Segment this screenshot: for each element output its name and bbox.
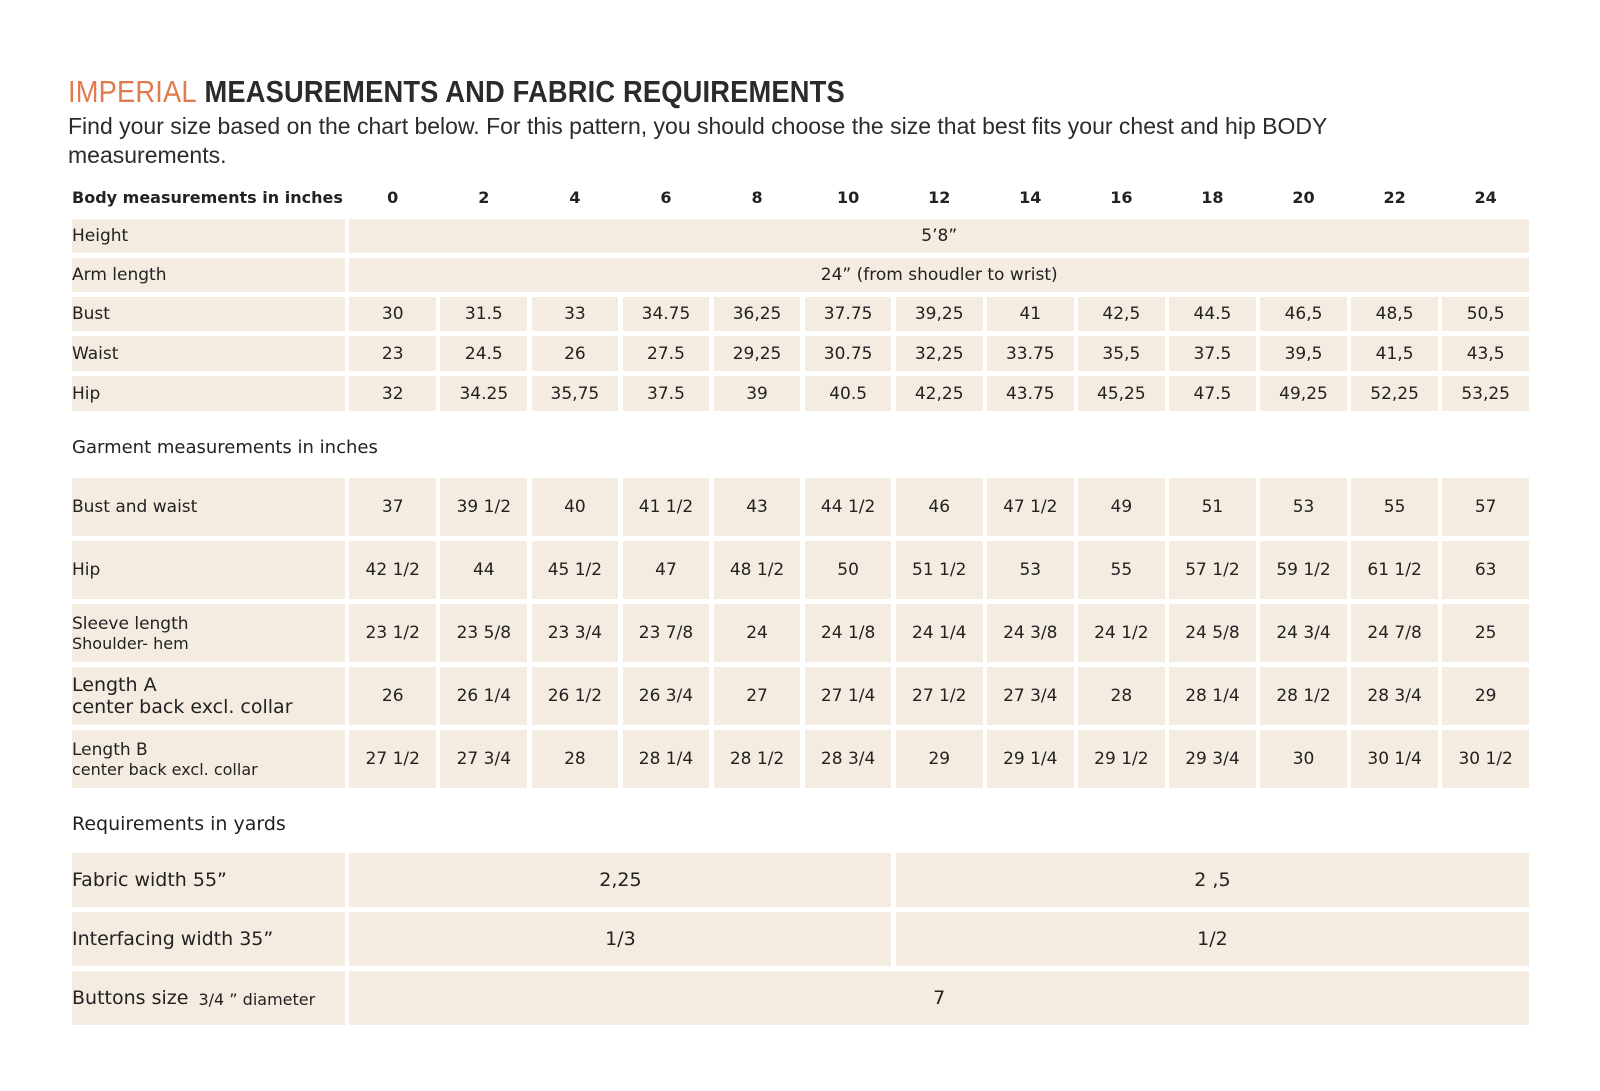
garment-measurement-cell: 28 1/4	[623, 730, 710, 788]
body-row-label	[72, 297, 345, 331]
body-measurement-cell: 44.5	[1169, 297, 1256, 331]
body-measurement-cell: 45,25	[1078, 376, 1165, 411]
garment-measurement-cell: 23 7/8	[623, 604, 710, 662]
body-measurement-cell: 42,25	[896, 376, 983, 411]
garment-measurement-cell: 26 1/4	[440, 667, 527, 725]
garment-measurement-cell: 24 1/2	[1078, 604, 1165, 662]
garment-measurement-cell: 28 3/4	[805, 730, 892, 788]
garment-measurement-cell: 45 1/2	[532, 541, 619, 599]
garment-measurement-cell: 27 3/4	[440, 730, 527, 788]
size-header: 10	[836, 187, 860, 207]
garment-row-label-main: Bust and waist	[72, 497, 198, 517]
garment-measurement-cell: 55	[1351, 478, 1438, 536]
body-measurement-cell: 30.75	[805, 336, 892, 371]
body-row-label	[72, 336, 345, 371]
body-measurement-cell: 40.5	[805, 376, 892, 411]
arm-length-label-text: Arm length	[72, 265, 167, 285]
body-measurement-cell: 47.5	[1169, 376, 1256, 411]
body-measurement-cell: 35,75	[532, 376, 619, 411]
page-title	[68, 74, 1353, 110]
interfacing-width-label: Interfacing width 35”	[72, 912, 345, 966]
body-measurement-cell: 34.25	[440, 376, 527, 411]
garment-measurement-cell: 27 1/4	[805, 667, 892, 725]
garment-measurement-cell: 23 1/2	[349, 604, 436, 662]
body-measurement-cell: 24.5	[440, 336, 527, 371]
garment-measurement-cell: 29 1/2	[1078, 730, 1165, 788]
body-measurement-cell: 48,5	[1351, 297, 1438, 331]
body-measurement-cell: 32	[349, 376, 436, 411]
body-measurement-cell: 39,25	[896, 297, 983, 331]
arm-length-label	[72, 258, 345, 292]
garment-measurement-cell: 53	[1260, 478, 1347, 536]
buttons-size-label: Buttons size 3/4 ” diameter	[72, 971, 345, 1025]
garment-row-label-main: Hip	[72, 560, 101, 580]
height-label	[72, 219, 345, 253]
garment-measurement-cell: 29	[1442, 667, 1529, 725]
garment-measurement-cell: 25	[1442, 604, 1529, 662]
garment-measurement-cell: 30 1/2	[1442, 730, 1529, 788]
interfacing-value-small-sizes: 1/3	[349, 912, 891, 966]
garment-measurement-cell: 42 1/2	[349, 541, 436, 599]
garment-measurement-cell: 44 1/2	[805, 478, 892, 536]
garment-measurement-cell: 53	[987, 541, 1074, 599]
garment-measurement-cell: 29 3/4	[1169, 730, 1256, 788]
body-measurement-cell: 43.75	[987, 376, 1074, 411]
size-header: 8	[751, 187, 763, 207]
fabric-value-large-sizes: 2 ,5	[896, 853, 1529, 907]
body-measurements-table	[72, 180, 1538, 411]
garment-measurement-cell: 46	[896, 478, 983, 536]
garment-measurement-cell: 24 3/4	[1260, 604, 1347, 662]
body-row-label	[72, 376, 345, 411]
size-header: 18	[1201, 187, 1224, 207]
body-measurement-cell: 27.5	[623, 336, 710, 371]
garment-measurement-cell: 50	[805, 541, 892, 599]
size-header: 14	[1019, 187, 1042, 207]
garment-row-label	[72, 541, 345, 599]
title-rest: MEASUREMENTS AND FABRIC REQUIREMENTS	[204, 74, 845, 109]
size-header: 24	[1474, 187, 1497, 207]
body-measurement-cell: 49,25	[1260, 376, 1347, 411]
body-measurement-cell: 41	[987, 297, 1074, 331]
garment-row-label-main: Length A	[72, 674, 157, 696]
size-header: 0	[387, 187, 399, 207]
garment-row-label	[72, 730, 345, 788]
garment-measurements-table	[72, 478, 1538, 788]
page-header	[68, 74, 1528, 170]
garment-measurement-cell: 26 3/4	[623, 667, 710, 725]
garment-measurement-cell: 47	[623, 541, 710, 599]
garment-measurement-cell: 28 3/4	[1351, 667, 1438, 725]
garment-measurement-cell: 37	[349, 478, 436, 536]
garment-measurement-cell: 28	[1078, 667, 1165, 725]
garment-measurement-cell: 29	[896, 730, 983, 788]
body-measurement-cell: 36,25	[714, 297, 801, 331]
body-measurement-cell: 33.75	[987, 336, 1074, 371]
body-measurement-cell: 50,5	[1442, 297, 1529, 331]
garment-measurement-cell: 44	[440, 541, 527, 599]
garment-measurement-cell: 30 1/4	[1351, 730, 1438, 788]
garment-row-label	[72, 604, 345, 662]
garment-measurement-cell: 57 1/2	[1169, 541, 1256, 599]
body-measurement-cell: 37.5	[623, 376, 710, 411]
garment-row-label-main: Length B	[72, 739, 148, 760]
garment-measurement-cell: 24 7/8	[1351, 604, 1438, 662]
requirements-section-label: Requirements in yards	[72, 813, 286, 835]
body-measurement-cell: 39	[714, 376, 801, 411]
fabric-value-small-sizes: 2,25	[349, 853, 891, 907]
body-measurement-cell: 53,25	[1442, 376, 1529, 411]
garment-measurement-cell: 23 3/4	[532, 604, 619, 662]
garment-measurement-cell: 24 5/8	[1169, 604, 1256, 662]
garment-measurement-cell: 26	[349, 667, 436, 725]
garment-measurement-cell: 29 1/4	[987, 730, 1074, 788]
garment-measurement-cell: 43	[714, 478, 801, 536]
body-row-label-text: Hip	[72, 383, 101, 404]
garment-measurement-cell: 27 1/2	[896, 667, 983, 725]
garment-measurement-cell: 24 3/8	[987, 604, 1074, 662]
body-measurement-cell: 41,5	[1351, 336, 1438, 371]
requirements-table	[72, 853, 1538, 1025]
size-header: 6	[660, 187, 672, 207]
garment-row-label	[72, 478, 345, 536]
garment-measurement-cell: 24	[714, 604, 801, 662]
height-label-text: Height	[72, 226, 129, 246]
garment-measurement-cell: 23 5/8	[440, 604, 527, 662]
size-header: 20	[1292, 187, 1315, 207]
fabric-width-label: Fabric width 55”	[72, 853, 345, 907]
body-measurement-cell: 32,25	[896, 336, 983, 371]
interfacing-value-large-sizes: 1/2	[896, 912, 1529, 966]
garment-row-label-sub: Shoulder- hem	[72, 633, 189, 653]
size-header: 22	[1383, 187, 1406, 207]
body-measurement-cell: 29,25	[714, 336, 801, 371]
body-measurement-cell: 43,5	[1442, 336, 1529, 371]
garment-measurement-cell: 28 1/2	[1260, 667, 1347, 725]
body-measurement-cell: 30	[349, 297, 436, 331]
garment-measurement-cell: 27 3/4	[987, 667, 1074, 725]
garment-measurement-cell: 30	[1260, 730, 1347, 788]
buttons-value: 7	[349, 971, 1529, 1025]
garment-measurement-cell: 49	[1078, 478, 1165, 536]
garment-measurement-cell: 24 1/4	[896, 604, 983, 662]
garment-measurement-cell: 59 1/2	[1260, 541, 1347, 599]
body-measurement-cell: 23	[349, 336, 436, 371]
garment-section-label: Garment measurements in inches	[72, 437, 378, 458]
garment-measurement-cell: 55	[1078, 541, 1165, 599]
garment-measurement-cell: 27	[714, 667, 801, 725]
garment-measurement-cell: 51	[1169, 478, 1256, 536]
size-header: 2	[478, 187, 490, 207]
garment-measurement-cell: 47 1/2	[987, 478, 1074, 536]
intro-text: Find your size based on the chart below. For this pattern, you should choose the size that best fits your chest and hip BODY measurements.	[68, 113, 1327, 168]
garment-measurement-cell: 40	[532, 478, 619, 536]
garment-measurement-cell: 57	[1442, 478, 1529, 536]
body-measurement-cell: 46,5	[1260, 297, 1347, 331]
garment-measurement-cell: 39 1/2	[440, 478, 527, 536]
garment-measurement-cell: 26 1/2	[532, 667, 619, 725]
garment-measurement-cell: 63	[1442, 541, 1529, 599]
body-measurement-cell: 31.5	[440, 297, 527, 331]
garment-measurement-cell: 41 1/2	[623, 478, 710, 536]
garment-measurement-cell: 27 1/2	[349, 730, 436, 788]
height-value: 5’8”	[349, 219, 1529, 253]
body-row-label-text: Bust	[72, 304, 110, 324]
body-measurement-cell: 34.75	[623, 297, 710, 331]
garment-row-label	[72, 667, 345, 725]
garment-measurement-cell: 61 1/2	[1351, 541, 1438, 599]
garment-measurement-cell: 48 1/2	[714, 541, 801, 599]
garment-measurement-cell: 24 1/8	[805, 604, 892, 662]
body-measurement-cell: 35,5	[1078, 336, 1165, 371]
arm-length-value: 24” (from shoudler to wrist)	[349, 258, 1529, 292]
title-accent: IMPERIAL	[68, 74, 197, 109]
garment-measurement-cell: 28	[532, 730, 619, 788]
body-measurement-cell: 42,5	[1078, 297, 1165, 331]
body-measurement-cell: 26	[532, 336, 619, 371]
body-measurement-cell: 52,25	[1351, 376, 1438, 411]
size-header: 4	[569, 187, 581, 207]
body-measurement-cell: 37.5	[1169, 336, 1256, 371]
body-header-label: Body measurements in inches	[72, 187, 343, 207]
body-row-label-text: Waist	[72, 343, 119, 364]
garment-row-label-sub: center back excl. collar	[72, 759, 258, 779]
garment-row-label-sub: center back excl. collar	[72, 696, 293, 718]
garment-measurement-cell: 51 1/2	[896, 541, 983, 599]
body-measurement-cell: 39,5	[1260, 336, 1347, 371]
size-header: 16	[1110, 187, 1133, 207]
garment-measurement-cell: 28 1/4	[1169, 667, 1256, 725]
garment-measurement-cell: 28 1/2	[714, 730, 801, 788]
body-measurement-cell: 33	[532, 297, 619, 331]
size-header: 12	[928, 187, 951, 207]
garment-row-label-main: Sleeve length	[72, 613, 189, 634]
body-measurement-cell: 37.75	[805, 297, 892, 331]
